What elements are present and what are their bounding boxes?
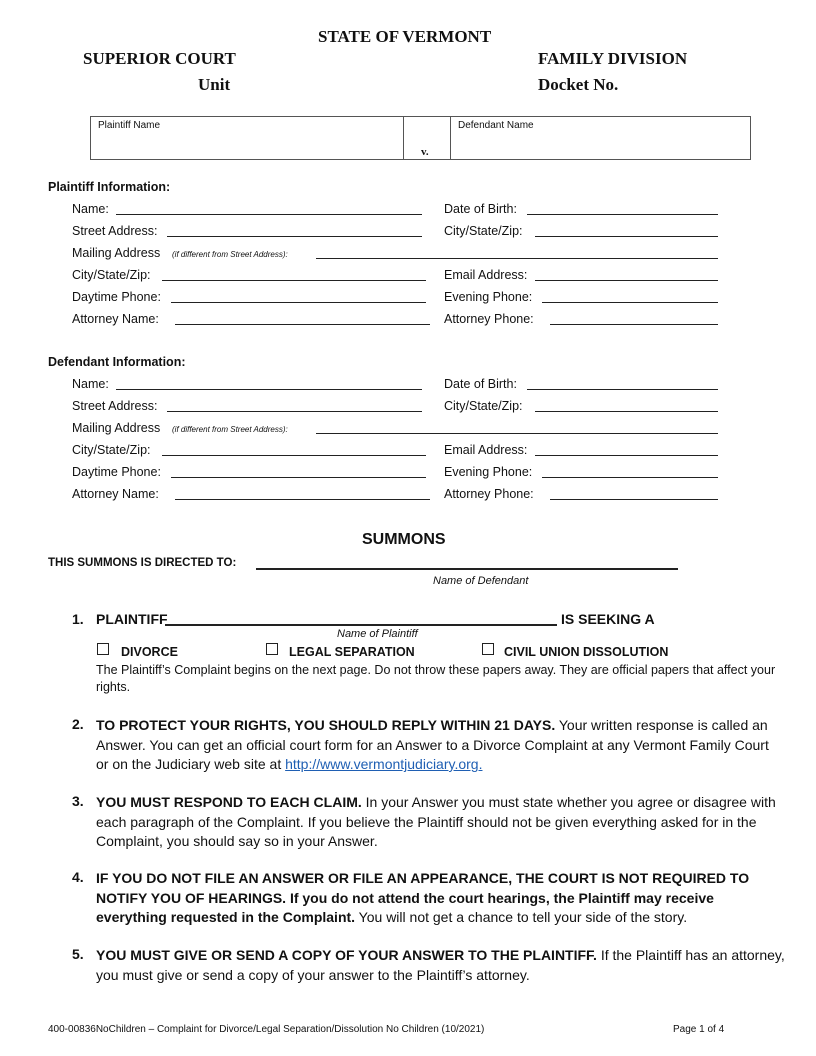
plaintiff-evening-label: Evening Phone:	[444, 290, 533, 304]
item5-heading: YOU MUST GIVE OR SEND A COPY OF YOUR ANSWER TO THE PLAINTIFF.	[96, 947, 597, 963]
legal-separation-checkbox[interactable]	[266, 643, 278, 655]
defendant-csz2-label: City/State/Zip:	[72, 443, 151, 457]
division-name: FAMILY DIVISION	[538, 49, 688, 68]
plaintiff-street-input[interactable]	[167, 236, 422, 237]
plaintiff-csz2-label: City/State/Zip:	[72, 268, 151, 282]
unit-label: Unit	[198, 75, 231, 94]
plaintiff-mailing-label: Mailing Address	[72, 246, 161, 260]
plaintiff-name-label: Name:	[72, 202, 109, 216]
plaintiff-evening-input[interactable]	[542, 302, 718, 303]
plaintiff-street-label: Street Address:	[72, 224, 158, 238]
item1-number: 1.	[72, 611, 84, 627]
item3-number: 3.	[72, 793, 84, 809]
versus-label: v.	[421, 146, 429, 158]
item4-text: You will not get a chance to tell your side of the story.	[355, 909, 688, 925]
defendant-name-input[interactable]	[116, 389, 422, 390]
case-caption	[90, 116, 751, 160]
item4-paragraph	[96, 869, 786, 928]
judiciary-link[interactable]: http://www.vermontjudiciary.org.	[285, 756, 483, 772]
defendant-evening-label: Evening Phone:	[444, 465, 533, 479]
defendant-csz-label: City/State/Zip:	[444, 399, 523, 413]
summons-title: SUMMONS	[362, 531, 446, 548]
defendant-attorney-name-label: Attorney Name:	[72, 487, 159, 501]
defendant-csz2-input[interactable]	[162, 455, 426, 456]
plaintiff-info-title: Plaintiff Information:	[48, 180, 171, 194]
defendant-dob-input[interactable]	[527, 389, 718, 390]
plaintiff-attorney-name-input[interactable]	[175, 324, 430, 325]
plaintiff-dob-label: Date of Birth:	[444, 202, 517, 216]
defendant-evening-input[interactable]	[542, 477, 718, 478]
plaintiff-attorney-name-label: Attorney Name:	[72, 312, 159, 326]
item5-number: 5.	[72, 946, 84, 962]
defendant-mailing-note: (if different from Street Address):	[172, 425, 288, 434]
item1-plaintiff-input[interactable]	[165, 624, 557, 626]
defendant-email-input[interactable]	[535, 455, 718, 456]
defendant-name-field[interactable]	[451, 117, 750, 159]
item5-text: If the Plaintiff has an attorney, you must give or send a copy of your answer to the Plaintiff’s attorney.	[96, 947, 785, 983]
defendant-mailing-label: Mailing Address	[72, 421, 161, 435]
defendant-street-label: Street Address:	[72, 399, 158, 413]
defendant-email-label: Email Address:	[444, 443, 528, 457]
item1-seeking-label: IS SEEKING A	[561, 611, 655, 627]
defendant-mailing-input[interactable]	[316, 433, 718, 434]
defendant-attorney-phone-label: Attorney Phone:	[444, 487, 534, 501]
defendant-name-label: Name:	[72, 377, 109, 391]
defendant-csz-input[interactable]	[535, 411, 718, 412]
civil-union-checkbox[interactable]	[482, 643, 494, 655]
defendant-name-label: Defendant Name	[458, 120, 534, 131]
docket-label: Docket No.	[538, 75, 619, 94]
defendant-street-input[interactable]	[167, 411, 422, 412]
plaintiff-csz-input[interactable]	[535, 236, 718, 237]
defendant-daytime-label: Daytime Phone:	[72, 465, 161, 479]
item4-heading: IF YOU DO NOT FILE AN ANSWER OR FILE AN APPEARANCE, THE COURT IS NOT REQUIRED TO NOTIFY YOU OF HEARINGS. If you do not attend the court hearings, the Plaintiff may receive everything requested in the Complaint.	[96, 870, 750, 925]
item2-number: 2.	[72, 716, 84, 732]
plaintiff-dob-input[interactable]	[527, 214, 718, 215]
item2-heading: TO PROTECT YOUR RIGHTS, YOU SHOULD REPLY WITHIN 21 DAYS.	[96, 717, 556, 733]
plaintiff-email-input[interactable]	[535, 280, 718, 281]
court-name: SUPERIOR COURT	[83, 49, 236, 68]
page-number: Page 1 of 4	[673, 1024, 725, 1035]
plaintiff-name-field[interactable]	[91, 117, 403, 159]
defendant-attorney-name-input[interactable]	[175, 499, 430, 500]
civil-union-label: CIVIL UNION DISSOLUTION	[504, 645, 669, 659]
name-of-defendant-caption: Name of Defendant	[433, 575, 529, 587]
plaintiff-csz2-input[interactable]	[162, 280, 426, 281]
item3-heading: YOU MUST RESPOND TO EACH CLAIM.	[96, 794, 362, 810]
item4-number: 4.	[72, 869, 84, 885]
directed-to-label: THIS SUMMONS IS DIRECTED TO:	[48, 557, 237, 569]
divorce-checkbox[interactable]	[97, 643, 109, 655]
plaintiff-mailing-input[interactable]	[316, 258, 718, 259]
defendant-info-title: Defendant Information:	[48, 355, 186, 369]
legal-separation-label: LEGAL SEPARATION	[289, 645, 415, 659]
divorce-label: DIVORCE	[121, 645, 178, 659]
item1-plaintiff-label: PLAINTIFF	[96, 611, 168, 627]
plaintiff-attorney-phone-input[interactable]	[550, 324, 718, 325]
plaintiff-mailing-note: (if different from Street Address):	[172, 250, 288, 259]
form-id: 400-00836NoChildren – Complaint for Divorce/Legal Separation/Dissolution No Children (10/2021)	[48, 1024, 485, 1035]
item2-text: Your written response is called an Answer. You can get an official court form for an Answer to a Divorce Complaint at any Vermont Family Court or on the Judiciary web site at	[96, 717, 769, 772]
plaintiff-daytime-label: Daytime Phone:	[72, 290, 161, 304]
versus-cell	[403, 117, 451, 159]
defendant-daytime-input[interactable]	[171, 477, 426, 478]
name-of-plaintiff-caption: Name of Plaintiff	[337, 628, 418, 640]
item3-paragraph	[96, 793, 796, 852]
plaintiff-daytime-input[interactable]	[171, 302, 426, 303]
state-title: STATE OF VERMONT	[318, 27, 492, 46]
plaintiff-name-input[interactable]	[116, 214, 422, 215]
item3-text: In your Answer you must state whether you agree or disagree with each paragraph of the Complaint. If you believe the Plaintiff should not be given everything asked for in the Complaint, you should say so in your Answer.	[96, 794, 776, 849]
plaintiff-csz-label: City/State/Zip:	[444, 224, 523, 238]
item1-note: The Plaintiff’s Complaint begins on the next page. Do not throw these papers away. They are official papers that affect your rights.	[96, 663, 776, 694]
plaintiff-name-label: Plaintiff Name	[98, 120, 161, 131]
defendant-directed-input[interactable]	[256, 568, 678, 570]
item2-paragraph	[96, 716, 784, 775]
item5-paragraph	[96, 946, 786, 985]
plaintiff-email-label: Email Address:	[444, 268, 528, 282]
defendant-dob-label: Date of Birth:	[444, 377, 517, 391]
defendant-attorney-phone-input[interactable]	[550, 499, 718, 500]
plaintiff-attorney-phone-label: Attorney Phone:	[444, 312, 534, 326]
